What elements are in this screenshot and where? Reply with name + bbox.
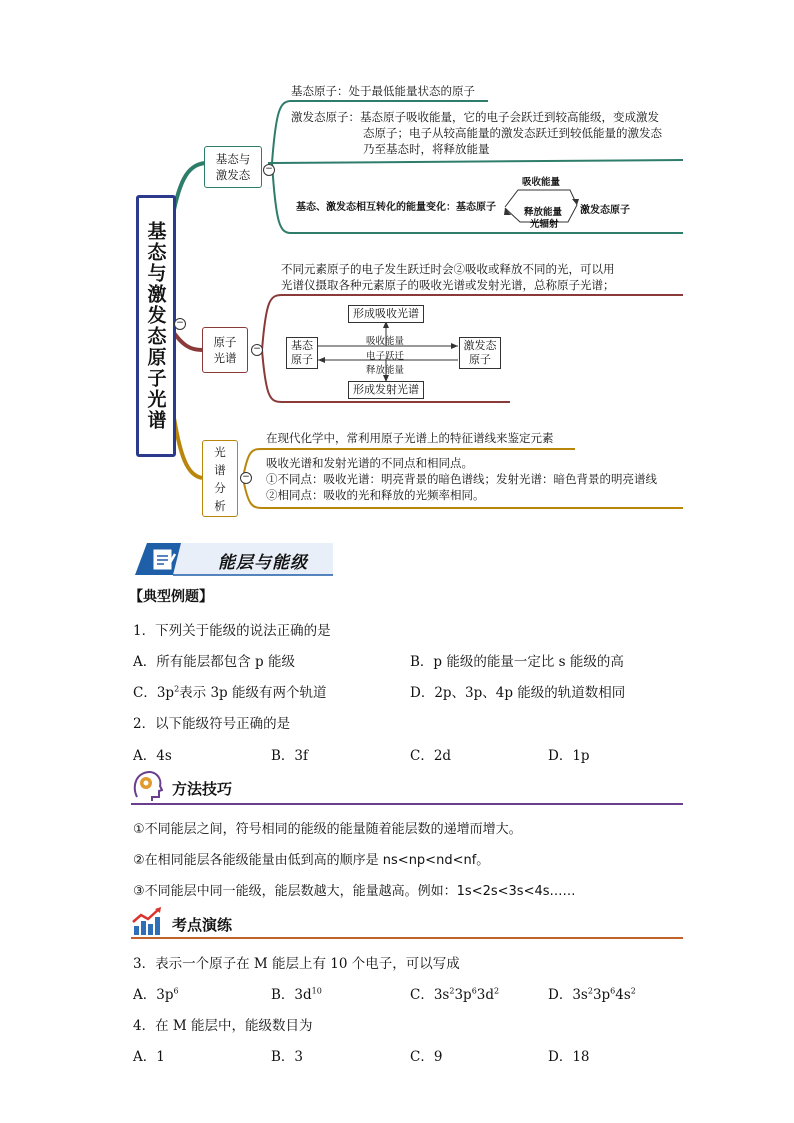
collapse-icon[interactable]: − xyxy=(251,344,263,356)
q2-option-d[interactable]: D．1p xyxy=(548,748,590,764)
q3-option-a[interactable] xyxy=(133,983,179,1003)
q1-option-d[interactable]: D．2p、3p、4p 能级的轨道数相同 xyxy=(410,685,626,701)
practice-title: 考点演练 xyxy=(172,916,233,934)
q3-a-text: A．3p xyxy=(133,987,174,1003)
q1-option-a[interactable]: A．所有能层都包含 p 能级 xyxy=(133,654,295,670)
branch-atomic-spectrum xyxy=(202,327,248,373)
analysis-text-2: 吸收光谱和发射光谱的不同点和相同点。 xyxy=(266,456,473,470)
q3-c-part3: 3d xyxy=(476,987,495,1003)
q2-option-c[interactable]: C．2d xyxy=(410,748,452,764)
q3-a-sup: 6 xyxy=(173,986,179,996)
mindmap-root xyxy=(136,195,176,457)
collapse-icon[interactable]: − xyxy=(240,472,252,484)
electron-transition-label: 电子跃迁 xyxy=(366,351,405,362)
spectrum-text-2: 光谱仪摄取各种元素原子的吸收光谱或发射光谱，总称原子光谱； xyxy=(281,278,615,292)
conversion-label: 基态、激发态相互转化的能量变化：基态原子 xyxy=(296,202,496,213)
q4-stem: 4．在 M 能层中，能级数目为 xyxy=(133,1018,313,1034)
q3-c-sup2: 6 xyxy=(471,986,477,996)
absorb-energy-label: 吸收能量 xyxy=(366,336,405,347)
q3-d-part1: D．3s xyxy=(548,987,588,1003)
q4-option-d[interactable]: D．18 xyxy=(548,1049,590,1065)
section-title: 能层与能级 xyxy=(218,553,308,573)
q4-option-c[interactable]: C．9 xyxy=(410,1049,443,1065)
collapse-icon[interactable]: − xyxy=(174,318,186,330)
ground-atom-label: 基态原子 xyxy=(291,339,313,366)
method-line-2: ②在相同能层各能级能量由低到高的顺序是 ns<np<nd<nf。 xyxy=(133,853,490,868)
excited-atom-label: 激发态原子 xyxy=(463,339,497,366)
excited-state-def-2: 态原子；电子从较高能量的激发态跃迁到较低能量的激发态 xyxy=(363,126,662,140)
q3-d-sup3: 2 xyxy=(630,986,636,996)
q2-stem: 2．以下能级符号正确的是 xyxy=(133,716,291,732)
excited-state-def-1: 激发态原子：基态原子吸收能量，它的电子会跃迁到较高能级，变成激发 xyxy=(291,110,659,124)
q1-c-sup: 2 xyxy=(174,684,180,694)
analysis-text-3: ①不同点：吸收光谱：明亮背景的暗色谱线；发射光谱：暗色背景的明亮谱线 xyxy=(266,472,657,486)
branch-ground-excited xyxy=(204,146,262,188)
branch-label: 基态与激发态 xyxy=(215,152,251,182)
q3-stem: 3．表示一个原子在 M 能层上有 10 个电子，可以写成 xyxy=(133,956,460,972)
q4-option-a[interactable]: A．1 xyxy=(133,1049,165,1065)
excited-state-def-3: 乃至基态时，将释放能量 xyxy=(363,142,490,156)
q3-option-d[interactable] xyxy=(548,983,636,1003)
light-label: 光辐射 xyxy=(530,219,559,230)
collapse-icon[interactable]: − xyxy=(263,164,275,176)
branch-label: 光谱分析 xyxy=(214,444,226,513)
branch-spectral-analysis xyxy=(202,440,238,517)
method-line-1: ①不同能层之间，符号相同的能级的能量随着能层数的递增而增大。 xyxy=(133,822,522,837)
branch-label: 原子光谱 xyxy=(213,335,237,365)
q3-c-sup3: 2 xyxy=(494,986,500,996)
release-label: 释放能量 xyxy=(524,207,563,218)
excited-label: 激发态原子 xyxy=(580,205,630,216)
method-divider xyxy=(131,803,683,805)
q3-c-sup1: 2 xyxy=(449,986,455,996)
q1-option-c[interactable] xyxy=(133,681,326,701)
bar-chart-icon xyxy=(131,906,163,936)
typical-examples-heading: 【典型例题】 xyxy=(129,589,213,605)
q3-d-part3: 4s xyxy=(615,987,631,1003)
method-line-3: ③不同能层中同一能级，能层数越大，能量越高。例如：1s<2s<3s<4s…… xyxy=(133,884,576,899)
ground-state-def: 基态原子：处于最低能量状态的原子 xyxy=(291,84,475,98)
practice-divider xyxy=(131,937,683,939)
q3-b-sup: 10 xyxy=(311,986,322,996)
q2-option-b[interactable]: B．3f xyxy=(271,748,309,764)
q3-option-b[interactable] xyxy=(271,983,322,1003)
absorption-spectrum-box: 形成吸收光谱 xyxy=(348,305,424,323)
q1-option-b[interactable]: B．p 能级的能量一定比 s 能级的高 xyxy=(410,654,624,670)
method-title: 方法技巧 xyxy=(172,780,233,798)
q3-option-c[interactable] xyxy=(410,983,499,1003)
head-gear-icon xyxy=(131,769,163,803)
q1-stem: 1．下列关于能级的说法正确的是 xyxy=(133,623,331,639)
q3-b-text: B．3d xyxy=(271,987,312,1003)
analysis-text-1: 在现代化学中，常利用原子光谱上的特征谱线来鉴定元素 xyxy=(266,431,554,445)
release-energy-label: 释放能量 xyxy=(366,365,405,376)
q3-d-part2: 3p xyxy=(592,987,611,1003)
excited-atom-box xyxy=(459,337,501,369)
emission-spectrum-box: 形成发射光谱 xyxy=(348,381,424,399)
mindmap-root-label: 基态与激发态原子光谱 xyxy=(144,221,167,431)
q3-d-sup2: 6 xyxy=(610,986,616,996)
notepad-icon xyxy=(150,546,178,572)
q3-c-part2: 3p xyxy=(454,987,472,1003)
q4-option-b[interactable]: B．3 xyxy=(271,1049,304,1065)
q1-c-pre: C．3p xyxy=(133,685,175,701)
ground-atom-box xyxy=(286,337,318,369)
q2-option-a[interactable]: A．4s xyxy=(133,748,172,764)
q1-c-post: 表示 3p 能级有两个轨道 xyxy=(179,685,327,701)
spectrum-text-1: 不同元素原子的电子发生跃迁时会②吸收或释放不同的光，可以用 xyxy=(281,262,615,276)
absorb-label: 吸收能量 xyxy=(522,177,561,188)
q3-d-sup1: 2 xyxy=(587,986,593,996)
analysis-text-4: ②相同点：吸收的光和释放的光频率相同。 xyxy=(266,488,485,502)
q3-c-part1: C．3s xyxy=(410,987,450,1003)
